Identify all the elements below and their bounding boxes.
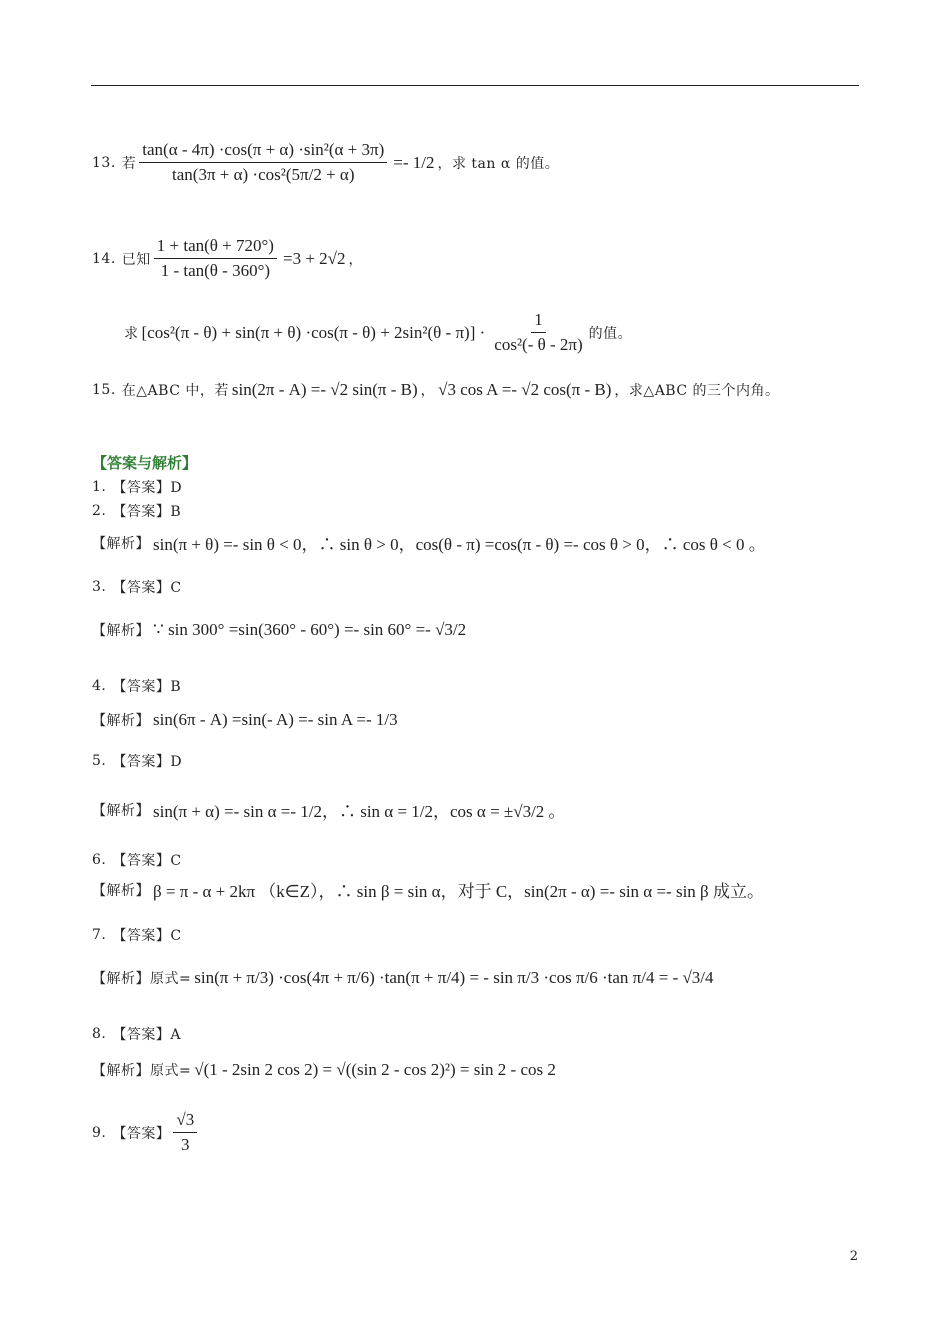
problem-number: 13. <box>92 154 116 171</box>
problem-number: 14. <box>92 250 116 267</box>
answer-number: 6. <box>92 852 107 868</box>
answer-label: 【答案】C <box>112 580 182 596</box>
fraction <box>491 310 585 355</box>
answer-number: 7. <box>92 927 107 943</box>
denominator: 1 - tan(θ - 360°) <box>160 261 271 280</box>
explanation-label: 【解析】 <box>92 535 150 552</box>
answer-3 <box>92 577 182 597</box>
problem-15 <box>92 380 780 400</box>
section-title: 【答案与解析】 <box>92 454 198 472</box>
answer-number: 5. <box>92 753 107 769</box>
answer-4 <box>92 676 181 696</box>
expression-1: sin(2π - A) =- √2 sin(π - B) <box>231 380 418 399</box>
answer-label: 【答案】D <box>112 754 183 770</box>
explanation-6 <box>92 877 767 902</box>
answer-label: 【答案】D <box>112 480 183 496</box>
explanation-text: sin(6π - A) =sin(- A) =- sin A =- 1/3 <box>153 710 398 729</box>
answer-5 <box>92 751 182 771</box>
explanation-label: 【解析】 <box>92 802 150 819</box>
problem-lead: 若 <box>121 155 137 172</box>
problem-number: 15. <box>92 382 116 398</box>
problem-lead: 求 <box>124 325 139 342</box>
explanation-label: 【解析】 <box>92 623 150 639</box>
numerator: tan(α - 4π) ·cos(π + α) ·sin²(α + 3π) <box>139 140 387 163</box>
explanation-label: 【解析】 <box>92 882 150 899</box>
answer-label: 【答案】B <box>112 679 182 695</box>
numerator: 1 + tan(θ + 720°) <box>154 236 277 259</box>
answer-number: 1. <box>92 479 107 495</box>
explanation-text: sin(π + π/3) ·cos(4π + π/6) ·tan(π + π/4) = - sin π/3 ·cos π/6 ·tan π/4 = - √3/4 <box>194 968 714 987</box>
explanation-label: 【解析】 <box>92 713 150 729</box>
explanation-5 <box>92 797 569 822</box>
explanation-text: β = π - α + 2kπ （k∈Z），∴ sin β = sin α，对于 C，sin(2π - α) =- sin α =- sin β 成立。 <box>153 882 764 901</box>
answer-number: 8. <box>92 1026 107 1042</box>
explanation-4 <box>92 710 401 730</box>
problem-14-part-b <box>124 310 632 355</box>
answer-9 <box>92 1110 200 1155</box>
explanation-label: 【解析】原式= <box>92 971 192 987</box>
denominator: tan(3π + α) ·cos²(5π/2 + α) <box>172 165 355 184</box>
answer-8 <box>92 1024 181 1044</box>
rhs: =- 1/2 <box>393 152 435 172</box>
problem-lead: 已知 <box>121 251 151 268</box>
answer-label: 【答案】A <box>112 1027 181 1043</box>
numerator: 1 <box>531 310 546 333</box>
problem-lead: 在△ABC 中，若 <box>121 383 229 399</box>
answer-label: 【答案】 <box>112 1125 171 1142</box>
numerator: √3 <box>173 1110 197 1133</box>
explanation-8 <box>92 1060 559 1080</box>
answer-label: 【答案】C <box>112 853 182 869</box>
explanation-text: √(1 - 2sin 2 cos 2) = √((sin 2 - cos 2)²) = sin 2 - cos 2 <box>194 1060 556 1079</box>
answer-number: 2. <box>92 503 107 519</box>
explanation-label: 【解析】原式= <box>92 1063 192 1079</box>
answer-2 <box>92 501 181 521</box>
answer-7 <box>92 925 182 945</box>
answer-number: 9. <box>92 1124 107 1141</box>
problem-13 <box>92 140 559 185</box>
denominator: 3 <box>181 1135 190 1154</box>
fraction <box>139 140 387 185</box>
answer-label: 【答案】B <box>112 504 182 520</box>
problem-tail: ， <box>348 251 363 268</box>
explanation-3 <box>92 620 469 640</box>
answer-number: 4. <box>92 678 107 694</box>
separator: ， <box>420 383 436 399</box>
answer-1 <box>92 477 182 497</box>
explanation-text: ∵ sin 300° =sin(360° - 60°) =- sin 60° =- √3/2 <box>153 620 467 639</box>
problem-tail: ，求 tan α 的值。 <box>437 155 560 172</box>
problem-tail: ，求△ABC 的三个内角。 <box>614 383 780 399</box>
rhs: =3 + 2√2 <box>282 248 346 268</box>
explanation-text: sin(π + α) =- sin α =- 1/2，∴ sin α = 1/2，cos α = ±√3/2 。 <box>153 802 566 821</box>
problem-14 <box>92 236 363 281</box>
answer-number: 3. <box>92 579 107 595</box>
answer-label: 【答案】C <box>112 928 182 944</box>
problem-tail: 的值。 <box>588 325 633 342</box>
answer-6 <box>92 850 182 870</box>
header-rule <box>91 85 859 86</box>
fraction <box>154 236 277 281</box>
explanation-text: sin(π + θ) =- sin θ < 0，∴ sin θ > 0，cos(θ - π) =cos(π - θ) =- cos θ > 0，∴ cos θ < 0 。 <box>153 535 766 554</box>
explanation-2 <box>92 530 769 555</box>
answer-fraction <box>173 1110 197 1155</box>
expression-2: √3 cos A =- √2 cos(π - B) <box>438 380 612 399</box>
expression: [cos²(π - θ) + sin(π + θ) ·cos(π - θ) + 2sin²(θ - π)] · <box>141 322 486 342</box>
explanation-7 <box>92 968 717 988</box>
denominator: cos²(- θ - 2π) <box>494 335 583 354</box>
page-number: 2 <box>849 1249 858 1264</box>
